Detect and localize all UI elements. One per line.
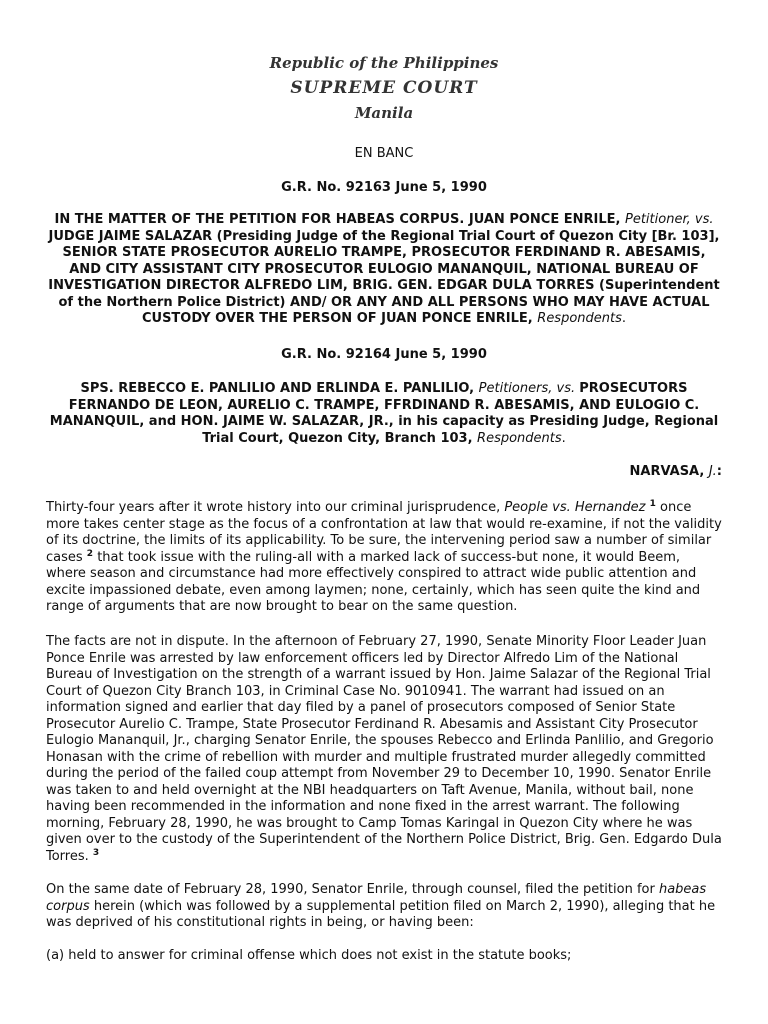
paragraph-1: [46, 500, 722, 616]
footnote-ref-3[interactable]: 3: [92, 847, 100, 858]
ponente-colon: :: [716, 464, 722, 479]
footnote-ref-1[interactable]: 1: [649, 499, 656, 509]
case2-vs: , vs.: [548, 381, 580, 396]
ponente-title: J.: [708, 464, 717, 479]
case1-caption-part2: JUDGE JAIME SALAZAR (Presiding Judge of the Regional Trial Court of Quezon City [Br. 103], SENIOR STATE PROSECUTOR AURELIO TRAMPE, PROSECUTOR FERDINAND R. ABESAMIS, AND CITY ASSISTANT CITY PROSECUTOR EULOGIO MANANQUIL, NATIONAL BUREAU OF INVESTIGATION DIRECTOR ALFREDO LIM, BRIG. GEN. EDGAR DULA TORRES (Superintendent of the Northern Police District) AND/ OR ANY AND ALL PERSONS WHO MAY HAVE ACTUAL CUSTODY OVER THE PERSON OF JUAN PONCE ENRILE,: [48, 228, 720, 326]
case1-petitioner-label: Petitioner: [625, 212, 687, 227]
para3-text-b: herein (which was followed by a supplemental petition filed on March 2, 1990), alleging that he was deprived of his constitutional rights in being, or having been:: [46, 898, 716, 930]
case2-caption-part1: SPS. REBECCO E. PANLILIO AND ERLINDA E. PANLILIO,: [80, 381, 475, 396]
republic-heading: Republic of the Philippines: [269, 54, 499, 72]
ponente-name: NARVASA,: [629, 464, 709, 479]
footnote-ref-2[interactable]: 2: [86, 548, 94, 559]
case2-gr-number: G.R. No. 92164 June 5, 1990: [281, 347, 487, 362]
case1-caption: [46, 212, 722, 328]
para1-text-a: Thirty-four years after it wrote history into our criminal jurisprudence,: [46, 500, 505, 515]
paragraph-2: [46, 634, 722, 865]
case2-end: .: [561, 430, 566, 446]
case2-caption-part2: PROSECUTORS FERNANDO DE LEON, AURELIO C. TRAMPE, FFRDINAND R. ABESAMIS, AND EULOGIO C. MANANQUIL, and HON. JAIME W. SALAZAR, JR., in his capacity as Presiding Judge, Regional Trial Court, Quezon City, Branch 103,: [49, 381, 719, 446]
city-heading: Manila: [354, 104, 414, 122]
division-label: EN BANC: [354, 146, 414, 161]
para2-text: The facts are not in dispute. In the afternoon of February 27, 1990, Senate Minority Floor Leader Juan Ponce Enrile was arrested by law enforcement officers led by Director Alfredo Lim of the National Bureau of Investigation on the strength of a warrant issued by Hon. Jaime Salazar of the Regional Trial Court of Quezon City Branch 103, in Criminal Case No. 9010941. The warrant had issued on an information signed and earlier that day filed by a panel of prosecutors composed of Senior State Prosecutor Aurelio C. Trampe, State Prosecutor Ferdinand R. Abesamis and Assistant City Prosecutor Eulogio Mananquil, Jr., charging Senator Enrile, the spouses Rebecco and Erlinda Panlilio, and Gregorio Honasan with the crime of rebellion with murder and multiple frustrated murder allegedly committed during the period of the failed coup attempt from November 29 to December 10, 1990. Senator Enrile was taken to and held overnight at the NBI headquarters on Taft Avenue, Manila, without bail, none having been recommended in the information and none fixed in the arrest warrant. The following morning, February 28, 1990, he was brought to Camp Tomas Karingal in Quezon City where he was given over to the custody of the Superintendent of the Northern Police District, Brig. Gen. Edgardo Dula Torres.: [46, 634, 722, 864]
para1-case-citation: People vs. Hernandez: [504, 500, 646, 515]
case2-caption: [46, 381, 722, 447]
paragraph-4: (a) held to answer for criminal offense which does not exist in the statute books;: [46, 948, 572, 963]
case1-vs: , vs.: [686, 212, 714, 227]
para3-habeas-corpus: habeas corpus: [46, 882, 707, 914]
case1-end: .: [621, 311, 627, 326]
para1-text-b: once more takes center stage as the focus of a confrontation at law that would re-examine, if not the validity of its doctrine, the limits of its applicability. To be sure, the intervening period saw a number of similar cases: [46, 500, 722, 565]
case2-petitioners-label: Petitioners: [478, 381, 549, 396]
case2-respondents-label: Respondents: [477, 430, 562, 446]
paragraph-3: [46, 882, 722, 932]
para1-text-c: that took issue with the ruling-all with a marked lack of success-but none, it would Beem, where season and circumstance had more effectively conspired to attract wide public attention and excite impassioned debate, even among laymen; none, certainly, which has seen quite the kind and range of arguments that are now brought to bear on the same question.: [46, 549, 701, 614]
ponente: [46, 464, 722, 481]
court-heading: SUPREME COURT: [290, 78, 478, 98]
case1-gr-number: G.R. No. 92163 June 5, 1990: [281, 180, 487, 195]
case1-caption-part1: IN THE MATTER OF THE PETITION FOR HABEAS CORPUS. JUAN PONCE ENRILE,: [54, 212, 621, 227]
case1-respondents-label: Respondents: [537, 311, 622, 326]
para3-text-a: On the same date of February 28, 1990, Senator Enrile, through counsel, filed the petition for: [46, 882, 659, 897]
